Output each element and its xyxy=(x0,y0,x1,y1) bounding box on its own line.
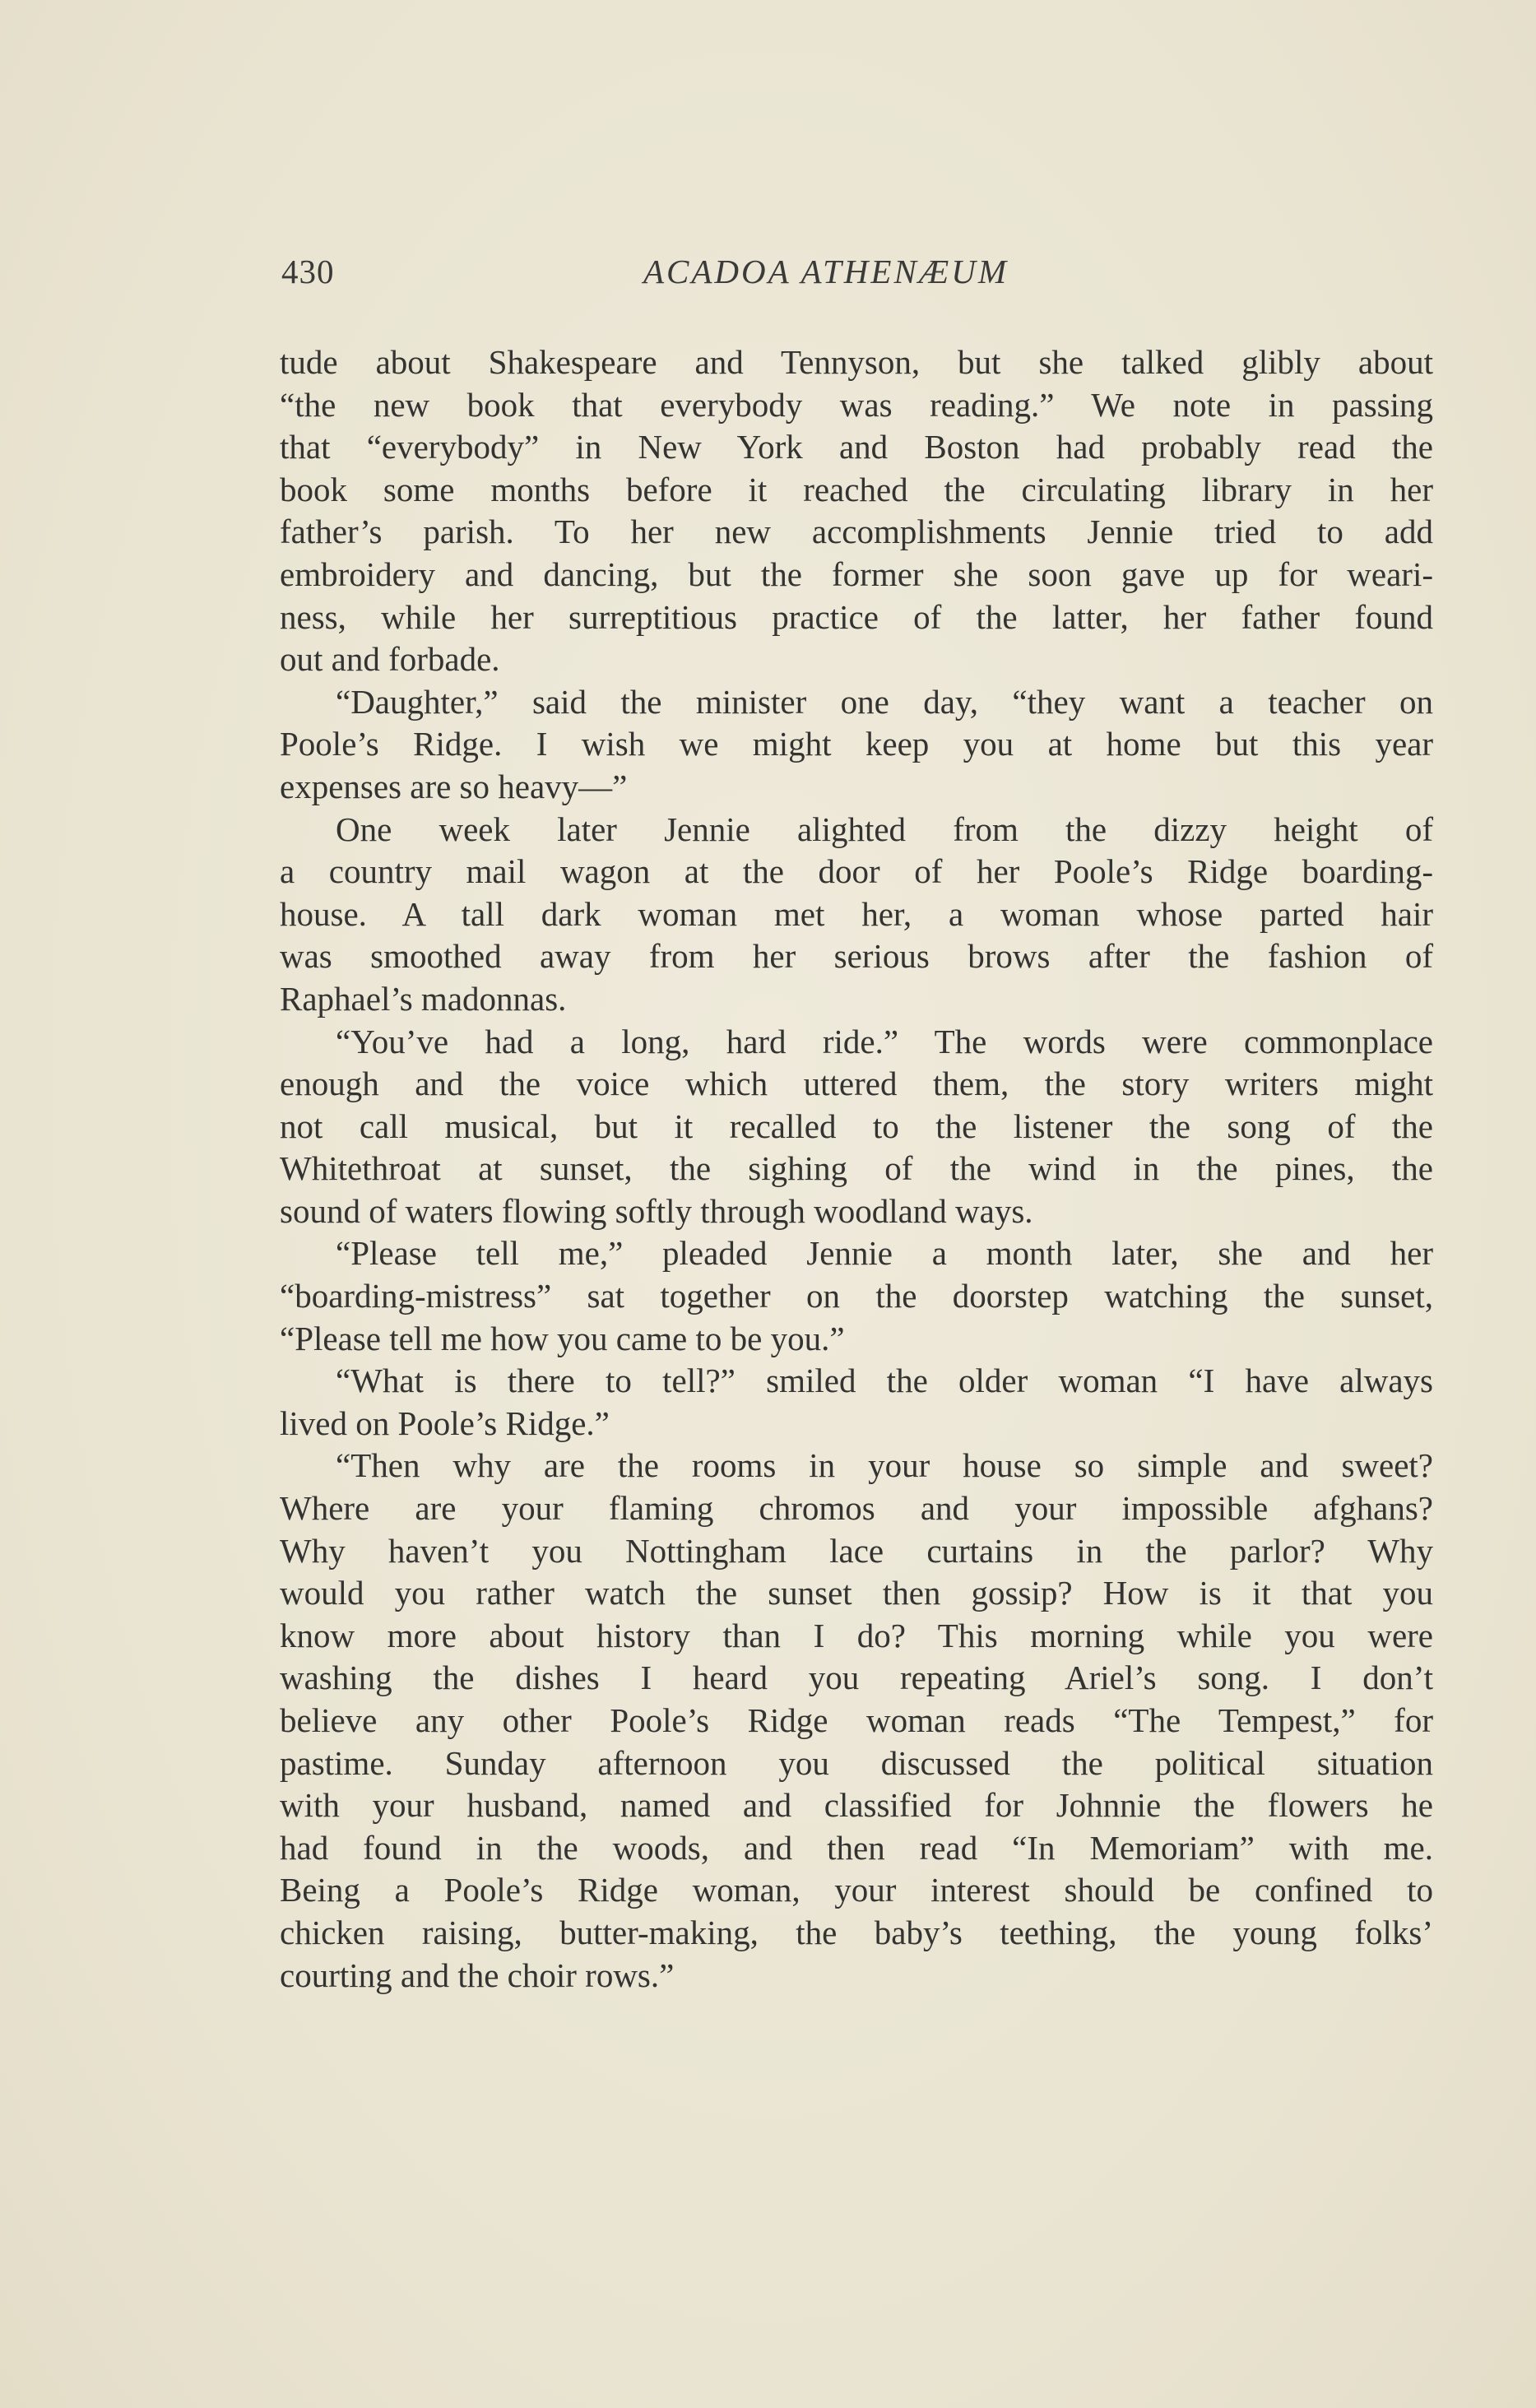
text-line: “Then why are the rooms in your house so simple and sweet? xyxy=(336,1446,1433,1485)
text-line: that “everybody” in New York and Boston had probably read the xyxy=(280,428,1433,466)
text-line: “What is there to tell?” smiled the older woman “I have always xyxy=(336,1362,1433,1400)
text-line: “boarding-mistress” sat together on the doorstep watching the sunset, xyxy=(280,1277,1433,1315)
page-number: 430 xyxy=(281,253,335,290)
text-line: father’s parish. To her new accomplishments Jennie tried to add xyxy=(280,513,1433,551)
text-line: Being a Poole’s Ridge woman, your interest should be confined to xyxy=(280,1871,1433,1909)
page-header xyxy=(281,252,1433,301)
text-line: Where are your flaming chromos and your impossible afghans? xyxy=(280,1489,1433,1528)
text-line: Poole’s Ridge. I wish we might keep you at home but this year xyxy=(280,725,1433,763)
text-line: One week later Jennie alighted from the dizzy height of xyxy=(336,810,1433,848)
text-line: tude about Shakespeare and Tennyson, but she talked glibly about xyxy=(280,343,1433,381)
text-line: had found in the woods, and then read “In Memoriam” with me. xyxy=(280,1828,1433,1867)
text-line: Whitethroat at sunset, the sighing of the wind in the pines, the xyxy=(280,1149,1433,1188)
text-line: with your husband, named and classified for Johnnie the flowers he xyxy=(280,1786,1433,1825)
text-line: sound of waters flowing softly through woodland ways. xyxy=(280,1191,1033,1230)
text-line: book some months before it reached the circulating library in her xyxy=(280,470,1433,508)
text-line: enough and the voice which uttered them, the story writers might xyxy=(280,1065,1433,1103)
text-line: washing the dishes I heard you repeating Ariel’s song. I don’t xyxy=(280,1659,1433,1697)
text-line: chicken raising, butter-making, the baby’s teething, the young folks’ xyxy=(280,1913,1433,1951)
text-line: a country mail wagon at the door of her Poole’s Ridge boarding- xyxy=(280,852,1433,891)
text-line: house. A tall dark woman met her, a woman whose parted hair xyxy=(280,894,1433,933)
text-line: expenses are so heavy—” xyxy=(280,767,628,805)
body-text xyxy=(280,341,1433,1997)
text-line: lived on Poole’s Ridge.” xyxy=(280,1404,610,1442)
text-line: pastime. Sunday afternoon you discussed the political situation xyxy=(280,1743,1433,1782)
text-line: was smoothed away from her serious brows after the fashion of xyxy=(280,937,1433,976)
text-line: know more about history than I do? This morning while you were xyxy=(280,1616,1433,1654)
text-line: believe any other Poole’s Ridge woman reads “The Tempest,” for xyxy=(280,1701,1433,1739)
text-line: ness, while her surreptitious practice of the latter, her father found xyxy=(280,597,1433,636)
text-line: would you rather watch the sunset then gossip? How is it that you xyxy=(280,1574,1433,1612)
text-line: “the new book that everybody was reading.” We note in passing xyxy=(280,385,1433,424)
text-line: courting and the choir rows.” xyxy=(280,1956,675,1994)
text-line: out and forbade. xyxy=(280,640,500,679)
text-line: not call musical, but it recalled to the listener the song of the xyxy=(280,1107,1433,1145)
text-line: “Daughter,” said the minister one day, “they want a teacher on xyxy=(336,682,1433,721)
text-line: “You’ve had a long, hard ride.” The words were commonplace xyxy=(336,1022,1433,1060)
text-line: embroidery and dancing, but the former she soon gave up for weari- xyxy=(280,554,1433,593)
text-line: “Please tell me how you came to be you.” xyxy=(280,1319,845,1357)
running-title: ACADOA ATHENÆUM xyxy=(643,253,1009,290)
text-line: Why haven’t you Nottingham lace curtains in the parlor? Why xyxy=(280,1531,1433,1570)
text-line: “Please tell me,” pleaded Jennie a month later, she and her xyxy=(336,1234,1433,1273)
text-line: Raphael’s madonnas. xyxy=(280,979,567,1018)
